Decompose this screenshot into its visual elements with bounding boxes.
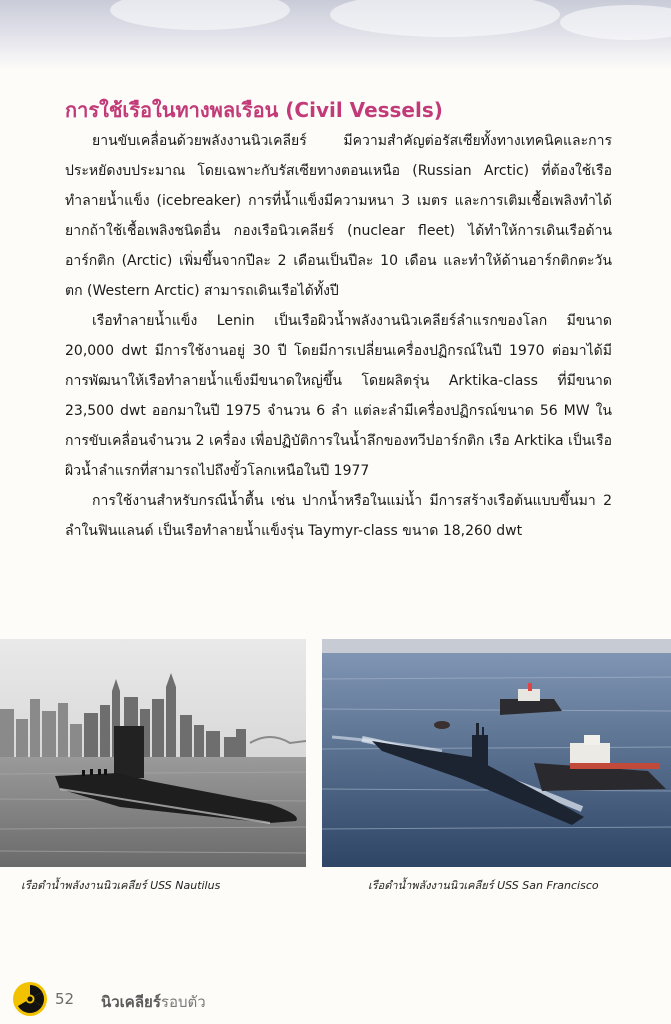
header-sky-banner	[0, 0, 671, 70]
paragraph-2: เรือทำลายน้ำแข็ง Lenin เป็นเรือผิวน้ำพลังงานนิวเคลียร์ลำแรกของโลก มีขนาด 20,000 dwt มีการใช้งานอยู่ 30 ปี โดยมีการเปลี่ยนเครื่องปฏิกรณ์ในปี 1970 ต่อมาได้มีการพัฒนาให้เรือทำลายน้ำแข็งมีขนาดใหญ่ขึ้น โดยผลิตรุ่น Arktika-class ที่มีขนาด 23,500 dwt ออกมาในปี 1975 จำนวน 6 ลำ แต่ละลำมีเครื่องปฏิกรณ์ขนาด 56 MW ในการขับเคลื่อนจำนวน 2 เครื่อง เพื่อปฏิบัติการในน้ำลึกของทวีปอาร์กติก เรือ Arktika เป็นเรือผิวน้ำลำแรกที่สามารถไปถึงขั้วโลกเหนือในปี 1977	[65, 313, 612, 479]
paragraph-1: ยานขับเคลื่อนด้วยพลังงานนิวเคลียร์ มีความสำคัญต่อรัสเซียทั้งทางเทคนิคและการประหยัดงบประมาณ โดยเฉพาะกับรัสเซียทางตอนเหนือ (Russian Arctic) ที่ต้องใช้เรือทำลายน้ำแข็ง (icebreaker) การที่น้ำแข็งมีความหนา 3 เมตร และการเติมเชื้อเพลิงทำได้ยากถ้าใช้เชื้อเพลิงชนิดอื่น กองเรือนิวเคลียร์ (nuclear fleet) ได้ทำให้การเดินเรือด้านอาร์กติก (Arctic) เพิ่มขึ้นจากปีละ 2 เดือนเป็นปีละ 10 เดือน และทำให้ด้านอาร์กติกตะวันตก (Western Arctic) สามารถเดินเรือได้ทั้งปี	[65, 133, 612, 299]
photo-uss-san-francisco	[322, 639, 671, 867]
footer-book-title	[101, 990, 206, 1014]
page-number: 52	[55, 990, 75, 1008]
footer-brand: นิวเคลียร์	[101, 993, 161, 1011]
san-francisco-photo-image	[322, 639, 671, 867]
radiation-icon	[12, 981, 48, 1017]
caption-uss-nautilus: เรือดำน้ำพลังงานนิวเคลียร์ USS Nautilus	[21, 879, 221, 892]
caption-uss-san-francisco: เรือดำน้ำพลังงานนิวเคลียร์ USS San Francisco	[368, 879, 599, 892]
nautilus-photo-image	[0, 639, 306, 867]
article-body	[65, 126, 612, 546]
photo-uss-nautilus	[0, 639, 306, 867]
page-heading: การใช้เรือในทางพลเรือน (Civil Vessels)	[65, 98, 443, 122]
paragraph-3: การใช้งานสำหรับกรณีน้ำตื้น เช่น ปากน้ำหรือในแม่น้ำ มีการสร้างเรือต้นแบบขึ้นมา 2 ลำในฟินแลนด์ เป็นเรือทำลายน้ำแข็งรุ่น Taymyr-class ขนาด 18,260 dwt	[65, 493, 612, 539]
footer-title-rest: รอบตัว	[160, 993, 206, 1011]
